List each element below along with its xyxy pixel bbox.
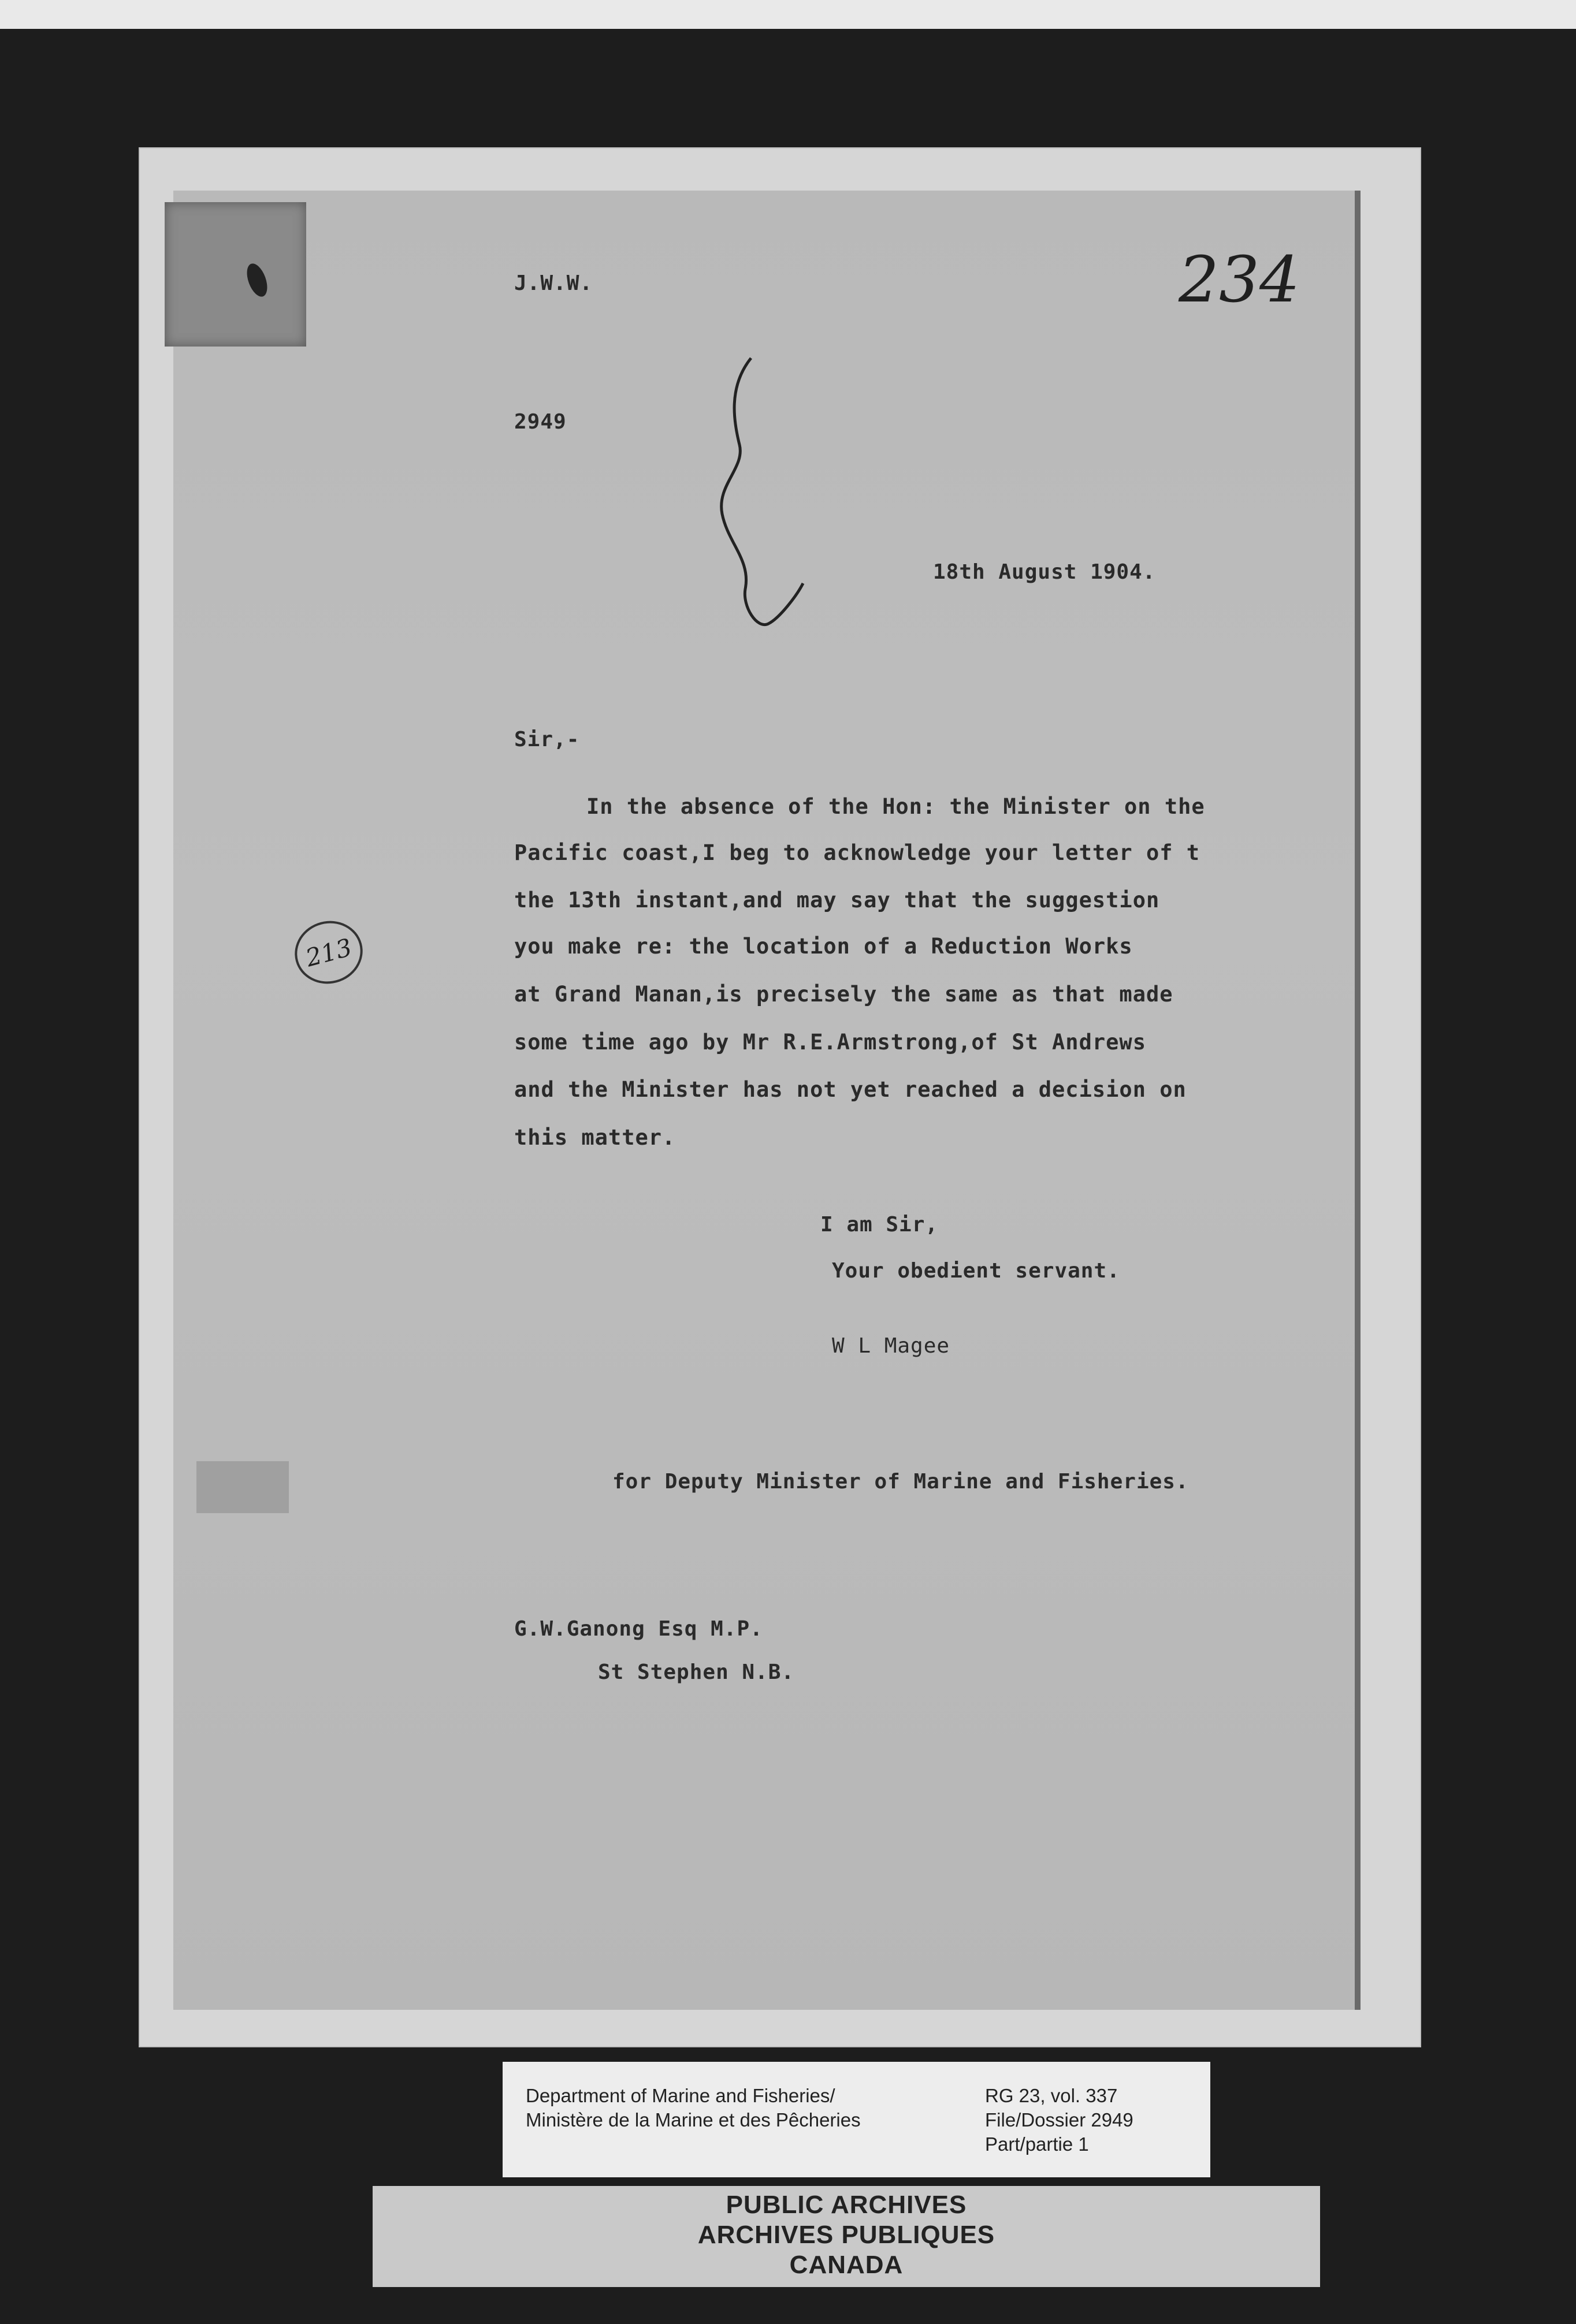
reference-initials: J.W.W. [514, 271, 593, 295]
smudge-mark [196, 1461, 289, 1513]
addressee-location: St Stephen N.B. [598, 1660, 795, 1684]
stamp-line-3: CANADA [789, 2251, 904, 2279]
closing-line-1: I am Sir, [820, 1213, 939, 1237]
signature-name: W L Magee [832, 1334, 950, 1358]
file-number: 2949 [514, 410, 567, 434]
closing-line-2: Your obedient servant. [832, 1259, 1120, 1283]
handwritten-page-number: 234 [1179, 243, 1300, 316]
body-line-8: this matter. [514, 1125, 676, 1150]
stamp-line-2: ARCHIVES PUBLIQUES [697, 2221, 995, 2249]
salutation: Sir,- [514, 728, 580, 751]
circled-mark-text: 213 [302, 932, 355, 973]
label-department-fr: Ministère de la Marine et des Pêcheries [526, 2109, 861, 2131]
body-line-1: In the absence of the Hon: the Minister on the [586, 794, 1205, 819]
addressee-name: G.W.Ganong Esq M.P. [514, 1617, 763, 1641]
body-line-2: Pacific coast,I beg to acknowledge your letter of t [514, 840, 1200, 865]
body-line-3: the 13th instant,and may say that the suggestion [514, 888, 1160, 913]
label-file-dossier: File/Dossier 2949 [985, 2109, 1133, 2131]
label-part: Part/partie 1 [985, 2133, 1089, 2155]
label-record-group: RG 23, vol. 337 [985, 2085, 1118, 2106]
body-line-5: at Grand Manan,is precisely the same as that made [514, 982, 1173, 1007]
tape-patch [165, 202, 306, 347]
stamp-line-1: PUBLIC ARCHIVES [726, 2191, 967, 2219]
signature-title: for Deputy Minister of Marine and Fisheries. [612, 1470, 1189, 1494]
body-line-4: you make re: the location of a Reduction Works [514, 934, 1133, 959]
body-line-6: some time ago by Mr R.E.Armstrong,of St Andrews [514, 1030, 1146, 1055]
letter-date: 18th August 1904. [933, 560, 1156, 584]
archives-stamp [373, 2186, 1320, 2287]
label-department-en: Department of Marine and Fisheries/ [526, 2085, 835, 2106]
archive-reference-label [503, 2062, 1210, 2177]
body-line-7: and the Minister has not yet reached a decision on [514, 1077, 1187, 1102]
handwritten-squiggle-mark [716, 352, 820, 641]
